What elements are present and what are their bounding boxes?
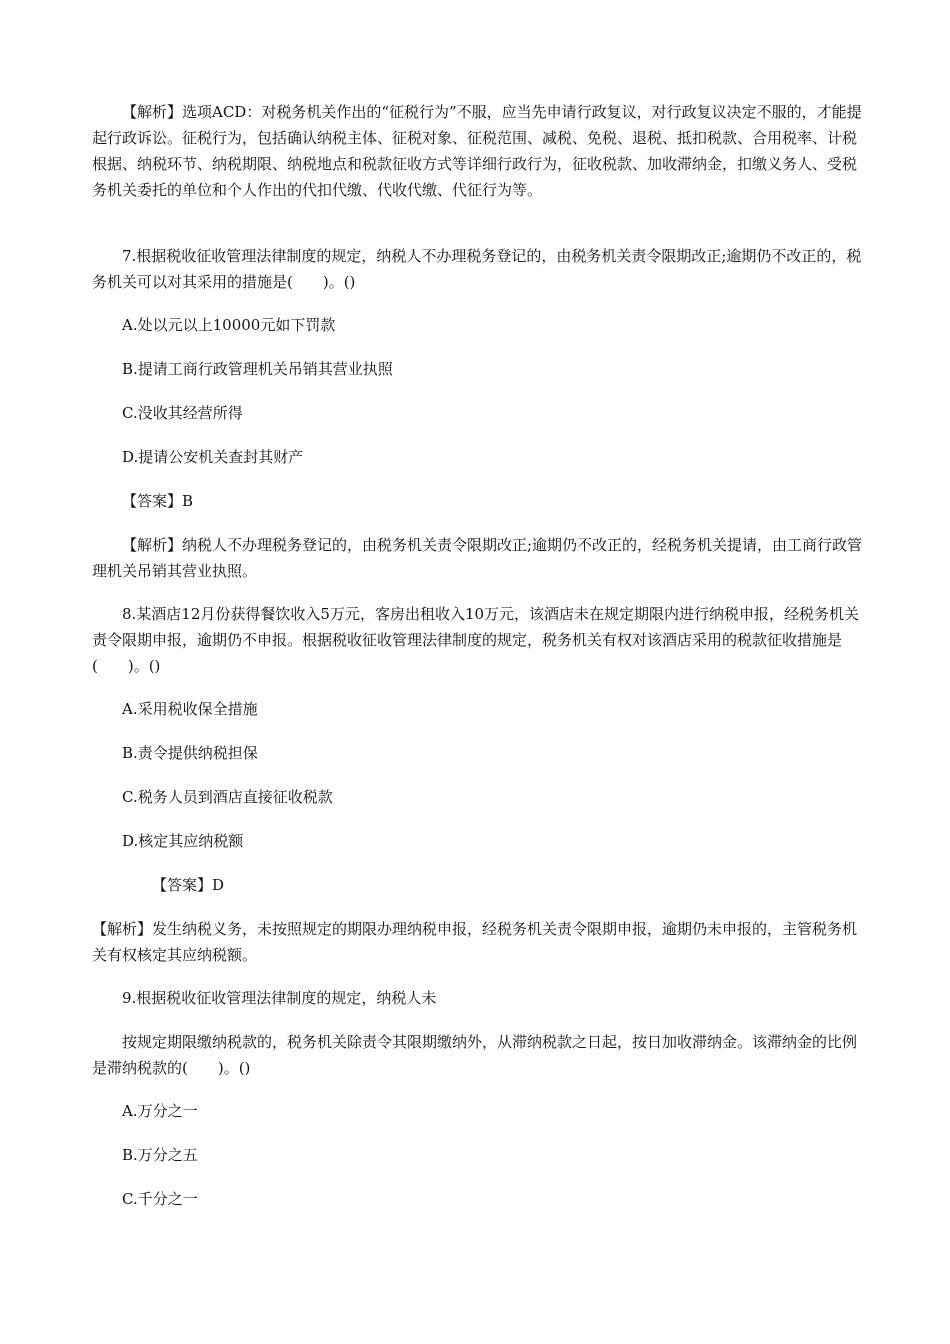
q9-option-b: B.万分之五 <box>122 1146 198 1164</box>
q7-option-d: D.提请公安机关查封其财产 <box>122 448 304 466</box>
q7-option-a: A.处以元以上10000元如下罚款 <box>122 316 336 334</box>
q8-answer: 【答案】D <box>152 876 225 894</box>
question-9-continued: 按规定期限缴纳税款的，税务机关除责令其限期缴纳外，从滞纳税款之日起，按日加收滞纳金。该滞纳金的比例是滞纳税款的( )。() <box>92 1033 858 1077</box>
q7-analysis: 【解析】纳税人不办理税务登记的，由税务机关责令限期改正;逾期仍不改正的，经税务机关提请，由工商行政管理机关吊销其营业执照。 <box>92 536 863 580</box>
q8-analysis: 【解析】发生纳税义务，未按照规定的期限办理纳税申报，经税务机关责令限期申报，逾期仍未申报的，主管税务机关有权核定其应纳税额。 <box>92 920 858 964</box>
analysis-paragraph-q6: 【解析】选项ACD：对税务机关作出的“征税行为”不服，应当先申请行政复议，对行政复议决定不服的，才能提起行政诉讼。征税行为，包括确认纳税主体、征税对象、征税范围、减税、免税、退税、抵扣税款、合用税率、计税根据、纳税环节、纳税期限、纳税地点和税款征收方式等详细行政行为，征收税款、加收滞纳金，扣缴义务人、受税务机关委托的单位和个人作出的代扣代缴、代收代缴、代征行为等。 <box>92 103 862 199</box>
question-7: 7.根据税收征收管理法律制度的规定，纳税人不办理税务登记的，由税务机关责令限期改正;逾期仍不改正的，税务机关可以对其采用的措施是( )。() <box>92 247 862 291</box>
q7-option-b: B.提请工商行政管理机关吊销其营业执照 <box>122 360 393 378</box>
q8-option-c: C.税务人员到酒店直接征收税款 <box>122 788 333 806</box>
q9-option-a: A.万分之一 <box>122 1102 198 1120</box>
q8-option-b: B.责令提供纳税担保 <box>122 744 258 762</box>
question-8: 8.某酒店12月份获得餐饮收入5万元，客房出租收入10万元，该酒店未在规定期限内进行纳税申报，经税务机关责令限期申报，逾期仍不申报。根据税收征收管理法律制度的规定，税务机关有权对该酒店采用的税款征收措施是( )。() <box>92 605 860 675</box>
q7-answer: 【答案】B <box>122 492 194 510</box>
q9-option-c: C.千分之一 <box>122 1190 198 1208</box>
q7-option-c: C.没收其经营所得 <box>122 404 243 422</box>
q8-option-d: D.核定其应纳税额 <box>122 832 244 850</box>
q8-option-a: A.采用税收保全措施 <box>122 700 258 718</box>
question-9: 9.根据税收征收管理法律制度的规定，纳税人未 <box>122 989 437 1007</box>
